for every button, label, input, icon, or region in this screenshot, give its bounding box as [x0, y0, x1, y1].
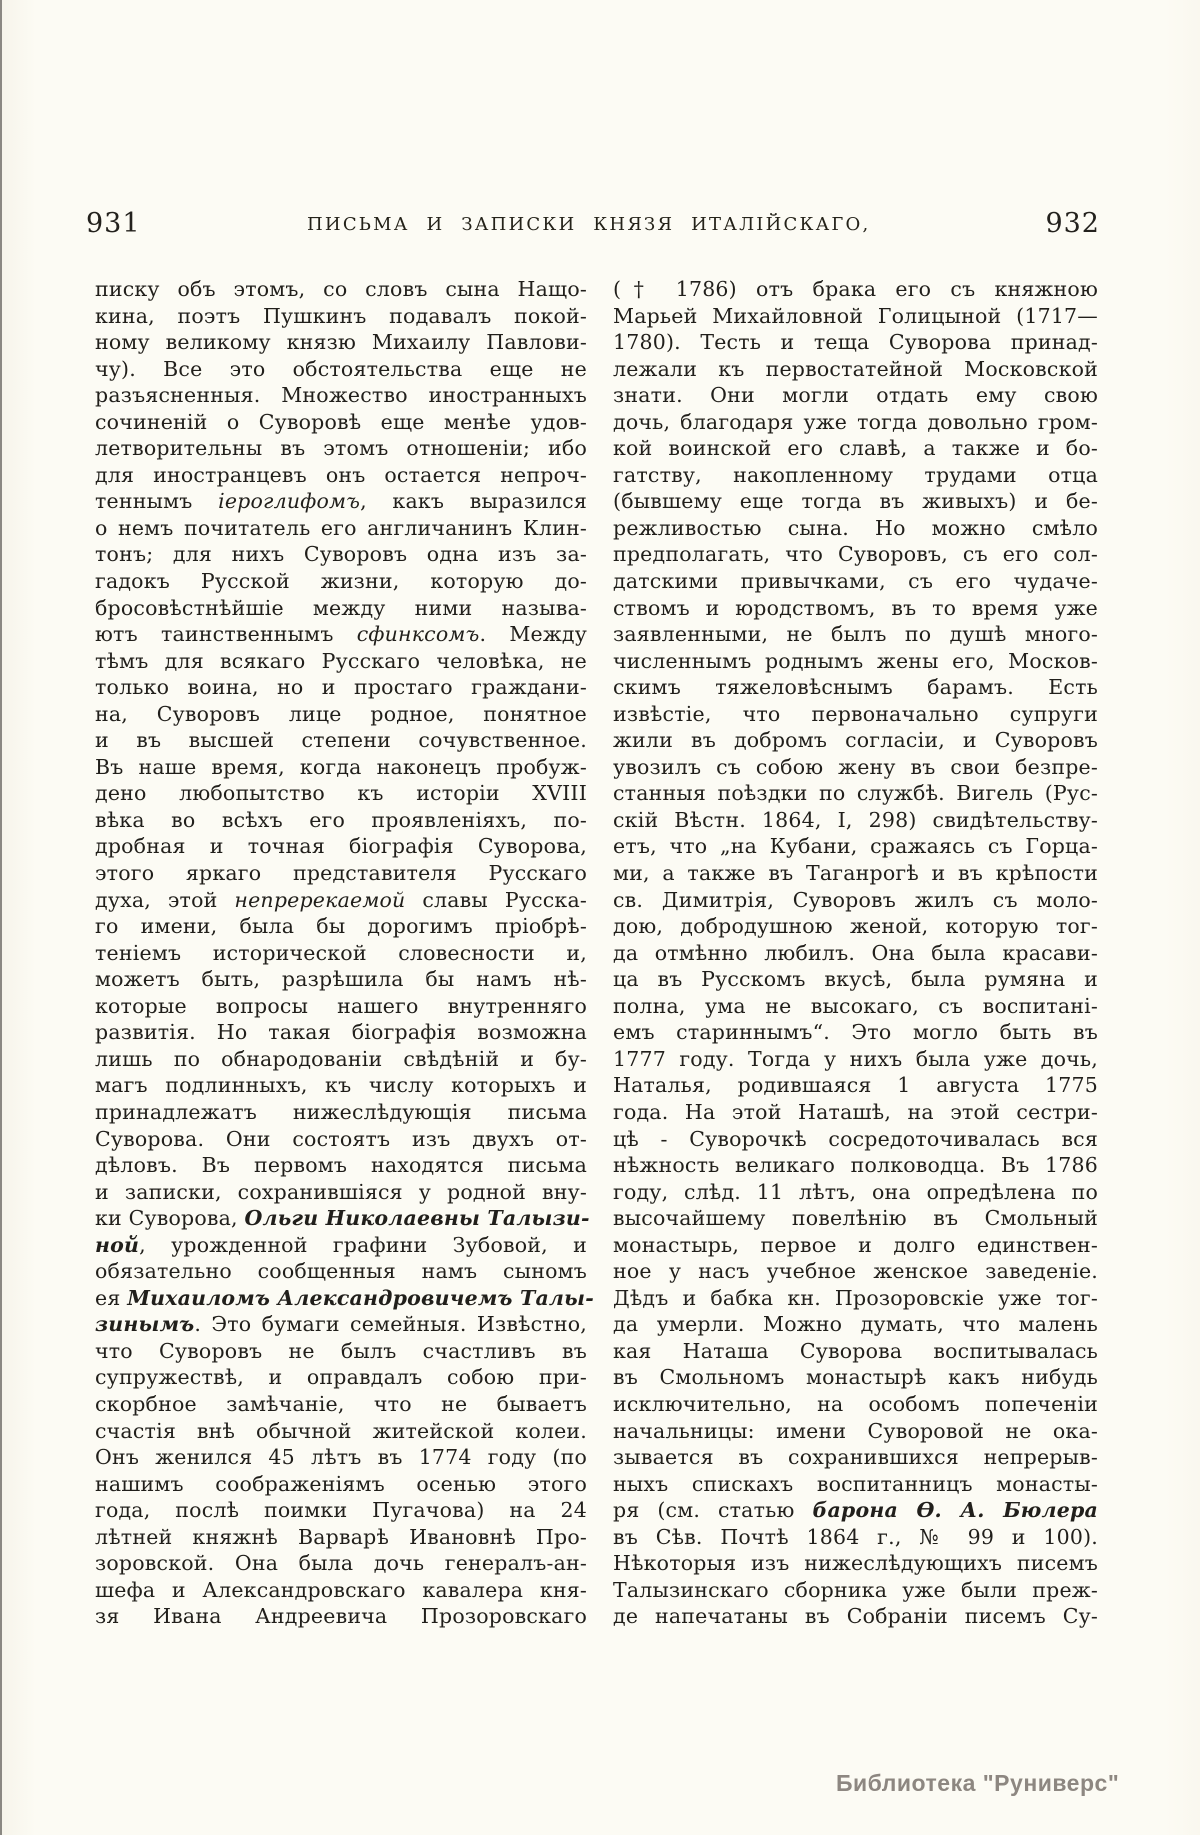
- text-line: численнымъ роднымъ жены его, Москов-: [613, 648, 1098, 673]
- text-line: только воина, но и простаго граждани-: [95, 675, 587, 700]
- text-line: бросовѣстнѣйшіе между ними называ-: [95, 595, 587, 620]
- text-line: извѣстіе, что первоначально супруги: [613, 701, 1098, 726]
- text-line: да умерли. Можно думать, что малень: [613, 1312, 1098, 1337]
- text-line: кой воинской его славѣ, а также и бо-: [613, 436, 1098, 461]
- text-column-left: [95, 276, 594, 1630]
- text-line: Дѣдъ и бабка кн. Прозоровскіе уже тог-: [613, 1285, 1098, 1310]
- text-line: чу). Все это обстоятельства еще не: [95, 356, 587, 381]
- text-line: лежали къ первостатейной Московской: [613, 356, 1098, 381]
- text-line: дено любопытство къ исторіи XVIII: [95, 781, 587, 806]
- text-line: дробная и точная біографія Суворова,: [95, 834, 587, 859]
- text-line: 1780). Тесть и теща Суворова принад-: [613, 330, 1098, 355]
- text-line: о немъ почитатель его англичанинъ Клин-: [95, 515, 587, 540]
- text-line: этого яркаго представителя Русскаго: [95, 861, 587, 886]
- text-line: дочь, благодаря уже тогда довольно гром-: [613, 409, 1098, 434]
- text-line: ки Суворова, Ольги Николаевны Талызи-: [95, 1206, 590, 1231]
- text-line: году, слѣд. 11 лѣтъ, она опредѣлена по: [613, 1179, 1098, 1204]
- text-line: ное у насъ учебное женское заведеніе.: [613, 1259, 1098, 1284]
- text-line: увозилъ съ собою жену въ свои безпре-: [613, 754, 1098, 779]
- text-line: лишь по обнародованіи свѣдѣній и бу-: [95, 1046, 587, 1071]
- text-line: вѣка во всѣхъ его проявленіяхъ, по-: [95, 807, 587, 832]
- text-line: ствомъ и юродствомъ, въ то время уже: [613, 595, 1098, 620]
- text-line: предполагать, что Суворовъ, съ его сол-: [613, 542, 1098, 567]
- text-line: ми, а также въ Таганрогѣ и въ крѣпости: [613, 861, 1098, 886]
- text-line: разъясненныя. Множество иностранныхъ: [95, 383, 587, 408]
- running-title: ПИСЬМА И ЗАПИСКИ КНЯЗЯ ИТАЛІЙСКАГО,: [307, 214, 871, 235]
- text-line: въ Сѣв. Почтѣ 1864 г., № 99 и 100).: [613, 1524, 1098, 1549]
- text-line: духа, этой непререкаемой славы Русска-: [95, 887, 587, 912]
- text-line: ному великому князю Михаилу Павлови-: [95, 330, 587, 355]
- text-line: зинымъ. Это бумаги семейныя. Извѣстно,: [95, 1312, 587, 1337]
- text-line: скорбное замѣчаніе, что не бываетъ: [95, 1391, 587, 1416]
- text-line: гадокъ Русской жизни, которую до-: [95, 569, 587, 594]
- text-line: 1777 году. Тогда у нихъ была уже дочь,: [613, 1046, 1098, 1071]
- text-line: зывается въ сохранившихся непрерыв-: [613, 1445, 1098, 1470]
- text-line: зоровской. Она была дочь генералъ-ан-: [95, 1551, 587, 1576]
- text-line: супружествѣ, и оправдалъ собою при-: [95, 1365, 587, 1390]
- text-line: и записки, сохранившіяся у родной вну-: [95, 1179, 587, 1204]
- text-line: полна, ума не высокаго, съ воспитані-: [613, 993, 1098, 1018]
- text-line: можетъ быть, разрѣшила бы намъ нѣ-: [95, 967, 587, 992]
- text-line: въ Смольномъ монастырѣ какъ нибудь: [613, 1365, 1098, 1390]
- text-line: кая Наташа Суворова воспитывалась: [613, 1338, 1098, 1363]
- text-line: нѣжность великаго полководца. Въ 1786: [613, 1153, 1098, 1178]
- text-line: шефа и Александровскаго кавалера кня-: [95, 1577, 587, 1602]
- text-line: ея Михаиломъ Александровичемъ Талы-: [95, 1285, 594, 1310]
- text-line: года, послѣ поимки Пугачова) на 24: [95, 1498, 587, 1523]
- text-line: летворительны въ этомъ отношеніи; ибо: [95, 436, 587, 461]
- page-number-right: 932: [1045, 208, 1100, 239]
- text-line: обязательно сообщенныя намъ сыномъ: [95, 1259, 587, 1284]
- text-line: Наталья, родившаяся 1 августа 1775: [613, 1073, 1098, 1098]
- text-line: емъ стариннымъ“. Это могло быть въ: [613, 1020, 1098, 1045]
- text-line: тѣмъ для всякаго Русскаго человѣка, не: [95, 648, 587, 673]
- text-line: нашимъ соображеніямъ осенью этого: [95, 1471, 587, 1496]
- text-line: († 1786) отъ брака его съ княжною: [613, 277, 1098, 301]
- text-line: на, Суворовъ лице родное, понятное: [95, 701, 587, 726]
- text-line: Нѣкоторыя изъ нижеслѣдующихъ писемъ: [613, 1551, 1098, 1576]
- text-line: скій Вѣстн. 1864, I, 298) свидѣтельству-: [613, 807, 1098, 832]
- text-line: монастырь, первое и долго единствен-: [613, 1232, 1098, 1257]
- text-line: Марьей Михайловной Голицыной (1717—: [613, 303, 1098, 328]
- text-line: принадлежатъ нижеслѣдующія письма: [95, 1099, 587, 1124]
- text-line: тонъ; для нихъ Суворовъ одна изъ за-: [95, 542, 587, 567]
- text-line: етъ, что „на Кубани, сражаясь съ Горца-: [613, 834, 1098, 859]
- text-line: развитія. Но такая біографія возможна: [95, 1020, 587, 1045]
- text-line: писку объ этомъ, со словъ сына Нащо-: [95, 277, 587, 301]
- text-line: начальницы: имени Суворовой не ока-: [613, 1418, 1098, 1443]
- text-line: Суворова. Они состоятъ изъ двухъ от-: [95, 1126, 587, 1151]
- text-line: дѣловъ. Въ первомъ находятся письма: [95, 1153, 587, 1178]
- text-line: датскими привычками, съ его чудаче-: [613, 569, 1098, 594]
- text-line: ныхъ спискахъ воспитанницъ монасты-: [613, 1471, 1098, 1496]
- text-line: заявленными, не былъ по душѣ много-: [613, 622, 1098, 647]
- text-line: лѣтней княжнѣ Варварѣ Ивановнѣ Про-: [95, 1524, 587, 1549]
- text-line: го имени, была бы дорогимъ пріобрѣ-: [95, 914, 587, 939]
- text-line: кина, поэтъ Пушкинъ подавалъ покой-: [95, 303, 587, 328]
- library-watermark: Библиотека "Руниверс": [836, 1770, 1120, 1796]
- text-line: года. На этой Наташѣ, на этой сестри-: [613, 1099, 1098, 1124]
- text-line: знати. Они могли отдать ему свою: [613, 383, 1098, 408]
- text-line: которые вопросы нашего внутренняго: [95, 993, 587, 1018]
- text-line: зя Ивана Андреевича Прозоровскаго: [95, 1604, 587, 1629]
- text-line: теніемъ исторической словесности и,: [95, 940, 587, 965]
- text-line: дою, добродушною женой, которую тог-: [613, 914, 1098, 939]
- text-line: счастія внѣ обычной житейской колеи.: [95, 1418, 587, 1443]
- text-line: св. Димитрія, Суворовъ жилъ съ моло-: [613, 887, 1098, 912]
- scan-edge-line: [0, 0, 2, 1835]
- text-line: (бывшему еще тогда въ живыхъ) и бе-: [613, 489, 1098, 514]
- text-line: что Суворовъ не былъ счастливъ въ: [95, 1338, 587, 1363]
- text-line: скимъ тяжеловѣснымъ барамъ. Есть: [613, 675, 1098, 700]
- text-line: магъ подлинныхъ, къ числу которыхъ и: [95, 1073, 587, 1098]
- text-line: ютъ таинственнымъ сфинксомъ. Между: [95, 622, 587, 647]
- text-column-right: [613, 276, 1098, 1630]
- page-number-left: 931: [86, 208, 141, 239]
- text-line: жили въ добромъ согласіи, и Суворовъ: [613, 728, 1098, 753]
- text-line: да отмѣнно любилъ. Она была красави-: [613, 940, 1098, 965]
- text-line: сочиненій о Суворовѣ еще менѣе удов-: [95, 409, 587, 434]
- text-line: цѣ - Суворочкѣ сосредоточивалась вся: [613, 1126, 1098, 1151]
- text-line: теннымъ іероглифомъ, какъ выразился: [95, 489, 587, 514]
- text-line: ной, урожденной графини Зубовой, и: [95, 1232, 587, 1257]
- text-line: гатству, накопленному трудами отца: [613, 462, 1098, 487]
- text-line: ца въ Русскомъ вкусѣ, была румяна и: [613, 967, 1098, 992]
- text-line: Талызинскаго сборника уже были преж-: [613, 1577, 1098, 1602]
- text-line: исключительно, на особомъ попеченіи: [613, 1391, 1098, 1416]
- text-line: режливостью сына. Но можно смѣло: [613, 515, 1098, 540]
- text-line: станныя поѣздки по службѣ. Вигель (Рус-: [613, 781, 1098, 806]
- text-line: ря (см. статью барона Ѳ. А. Бюлера: [613, 1498, 1098, 1523]
- text-line: Онъ женился 45 лѣтъ въ 1774 году (по: [95, 1445, 587, 1470]
- text-line: де напечатаны въ Собраніи писемъ Су-: [613, 1604, 1098, 1629]
- text-line: высочайшему повелѣнію въ Смольный: [613, 1206, 1098, 1231]
- text-line: для иностранцевъ онъ остается непроч-: [95, 462, 587, 487]
- text-line: и въ высшей степени сочувственное.: [95, 728, 587, 753]
- text-line: Въ наше время, когда наконецъ пробуж-: [95, 754, 587, 779]
